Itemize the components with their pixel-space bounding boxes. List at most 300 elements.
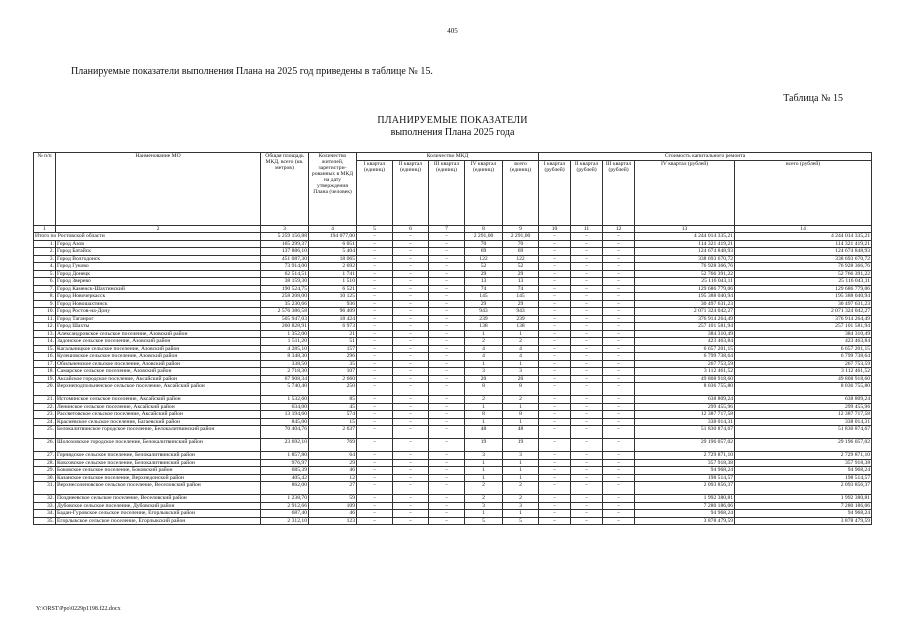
table-cell: 8 [465, 383, 503, 396]
table-cell: 376 914 264,49 [735, 315, 872, 323]
table-cell: 2 [503, 482, 539, 495]
table-cell: – [429, 308, 465, 316]
table-cell: 2 093 856,37 [735, 482, 872, 495]
table-row [34, 360, 872, 368]
table-cell: – [571, 315, 603, 323]
header-q2-cost: II квартал (рублей) [571, 161, 603, 226]
row-number: 24. [34, 418, 56, 426]
table-row [34, 375, 872, 383]
table-cell: – [393, 278, 429, 286]
table-cell: – [571, 452, 603, 460]
table-row [34, 495, 872, 503]
municipality-name: Обильненское сельское поселение, Азовский район [56, 360, 261, 368]
column-number: 4 [309, 226, 357, 233]
table-cell: – [603, 330, 635, 338]
table-cell: 2 [503, 495, 539, 503]
table-cell: 376 914 264,49 [635, 315, 735, 323]
table-cell: 4 [465, 353, 503, 361]
table-cell: – [571, 270, 603, 278]
table-cell: – [603, 353, 635, 361]
table-cell: – [539, 452, 571, 460]
table-cell: 2 [465, 338, 503, 346]
table-cell: – [539, 502, 571, 510]
table-cell: 267 753,59 [735, 360, 872, 368]
table-cell: 52 766 391,22 [735, 270, 872, 278]
table-cell: – [393, 439, 429, 452]
table-cell: – [393, 300, 429, 308]
table-row [34, 278, 872, 286]
row-number: 16. [34, 353, 56, 361]
row-number: 21. [34, 396, 56, 404]
table-cell: 258 208,00 [261, 293, 309, 301]
row-number: 7. [34, 285, 56, 293]
table-cell: 943 [503, 308, 539, 316]
table-cell: – [571, 278, 603, 286]
table-cell: – [393, 353, 429, 361]
table-cell: – [571, 467, 603, 475]
table-cell: 1 510 [309, 278, 357, 286]
header-mkd-group: Количество МКД [357, 153, 539, 161]
table-cell: 198 514,57 [635, 474, 735, 482]
table-cell: – [571, 375, 603, 383]
table-cell: 19 [465, 439, 503, 452]
header-cost-group: Стоимость капитального ремонта [539, 153, 872, 161]
table-cell: – [429, 383, 465, 396]
header-q1-cost: I квартал (рублей) [539, 161, 571, 226]
table-cell: 3 [503, 452, 539, 460]
municipality-name: Красиевское сельское поселение, Багаевский район [56, 418, 261, 426]
municipality-name: Город Шахты [56, 323, 261, 331]
header-q2-mkd: II квартал (единиц) [393, 161, 429, 226]
table-cell: – [539, 375, 571, 383]
table-cell: – [393, 360, 429, 368]
table-cell: – [357, 353, 393, 361]
table-cell: 38 159,30 [261, 278, 309, 286]
table-cell: 129 686 779,06 [635, 285, 735, 293]
row-number: 3. [34, 255, 56, 263]
table-cell: 48 [503, 426, 539, 439]
table-cell: 384 310,49 [635, 330, 735, 338]
table-cell: – [571, 345, 603, 353]
table-cell: 1 [465, 330, 503, 338]
table-cell: 145 [465, 293, 503, 301]
header-q3-mkd: III квартал (единиц) [429, 161, 465, 226]
table-cell: 384 310,49 [735, 330, 872, 338]
table-cell: 2 729 871,10 [635, 452, 735, 460]
table-cell: – [603, 248, 635, 256]
table-cell: – [603, 517, 635, 525]
row-number: 33. [34, 502, 56, 510]
table-cell: – [393, 459, 429, 467]
table-cell: 3 [503, 502, 539, 510]
table-cell: – [603, 396, 635, 404]
table-cell: 257 101 581,94 [735, 323, 872, 331]
table-cell: – [429, 345, 465, 353]
table-cell: 85 [309, 396, 357, 404]
table-cell: – [571, 308, 603, 316]
municipality-name: Коксовское сельское поселение, Белокалитвинский район [56, 459, 261, 467]
table-cell: 1 [503, 474, 539, 482]
header-residents: Количество жителей, зарегистри-рованных в МКД на дату утверждения Плана (человек) [309, 153, 357, 226]
table-cell: 3 112 461,52 [735, 368, 872, 376]
table-cell: 12 387 717,58 [735, 411, 872, 419]
table-cell: 76 928 366,76 [735, 263, 872, 271]
table-cell: – [539, 240, 571, 248]
row-number: 14. [34, 338, 56, 346]
column-number: 9 [503, 226, 539, 233]
table-cell: – [393, 330, 429, 338]
table-cell: 3 [465, 502, 503, 510]
table-cell: 52 [503, 263, 539, 271]
table-cell: 1 741 [309, 270, 357, 278]
column-number: 7 [429, 226, 465, 233]
municipality-name: Ленинское сельское поселение, Аксайский район [56, 403, 261, 411]
table-cell: – [603, 368, 635, 376]
table-cell: – [603, 495, 635, 503]
table-cell: – [429, 353, 465, 361]
table-cell: – [603, 439, 635, 452]
table-cell: 21 [309, 330, 357, 338]
table-cell: 2 576 386,58 [261, 308, 309, 316]
header-no: № п/п [34, 153, 56, 226]
table-cell: – [393, 510, 429, 518]
table-row [34, 482, 872, 495]
table-cell: 30 497 631,23 [735, 300, 872, 308]
table-cell: 145 [503, 293, 539, 301]
table-cell: 2 660 [309, 375, 357, 383]
table-cell: – [357, 502, 393, 510]
table-cell: – [539, 330, 571, 338]
table-cell: – [603, 510, 635, 518]
table-cell: – [539, 315, 571, 323]
column-numbers-row [34, 226, 872, 233]
table-cell: 13 194,60 [261, 411, 309, 419]
row-number: 8. [34, 293, 56, 301]
table-cell: – [603, 285, 635, 293]
table-cell: 4 [465, 345, 503, 353]
row-number: 18. [34, 368, 56, 376]
total-cell: 5 259 156,88 [261, 233, 309, 241]
table-cell: – [357, 368, 393, 376]
table-cell: 46 [309, 467, 357, 475]
table-row [34, 308, 872, 316]
table-row [34, 396, 872, 404]
table-cell: 423 463,84 [735, 338, 872, 346]
table-cell: 29 [465, 270, 503, 278]
table-cell: – [571, 411, 603, 419]
table-cell: – [357, 459, 393, 467]
total-cell: 194 077,00 [309, 233, 357, 241]
table-cell: 260 828,91 [261, 323, 309, 331]
table-cell: – [571, 293, 603, 301]
row-number: 30. [34, 474, 56, 482]
table-cell: – [393, 411, 429, 419]
table-cell: – [539, 510, 571, 518]
table-cell: – [603, 278, 635, 286]
total-row [34, 233, 872, 241]
table-cell: – [539, 368, 571, 376]
table-cell: – [571, 482, 603, 495]
total-cell: 2 291,00 [465, 233, 503, 241]
row-number: 19. [34, 375, 56, 383]
table-cell: – [429, 495, 465, 503]
table-cell: 69 [503, 248, 539, 256]
table-row [34, 248, 872, 256]
table-cell: 165 299,37 [261, 240, 309, 248]
table-cell: – [603, 459, 635, 467]
file-path-footer: Y:\ORST\Ppo\0229p1198.f22.docx [36, 606, 121, 612]
table-title: ПЛАНИРУЕМЫЕ ПОКАЗАТЕЛИ [377, 115, 528, 126]
table-body [34, 233, 872, 525]
table-cell: 51 830 874,67 [635, 426, 735, 439]
table-cell: 257 101 581,94 [635, 323, 735, 331]
table-row [34, 452, 872, 460]
table-cell: 2 [465, 482, 503, 495]
table-cell: – [603, 403, 635, 411]
table-cell: 96 409 [309, 308, 357, 316]
row-number: 26. [34, 439, 56, 452]
table-cell: – [429, 293, 465, 301]
table-cell: – [393, 308, 429, 316]
table-cell: 35 [309, 360, 357, 368]
header-q4-mkd: IV квартал (единиц) [465, 161, 503, 226]
table-cell: – [571, 495, 603, 503]
table-cell: – [539, 495, 571, 503]
table-cell: 943 [465, 308, 503, 316]
table-cell: – [357, 510, 393, 518]
table-cell: – [393, 502, 429, 510]
table-cell: – [429, 300, 465, 308]
table-cell: – [357, 255, 393, 263]
table-cell: – [603, 308, 635, 316]
table-cell: 76 928 366,76 [635, 263, 735, 271]
table-cell: 1 [465, 360, 503, 368]
table-cell: 20 [465, 375, 503, 383]
row-number: 17. [34, 360, 56, 368]
table-cell: – [539, 482, 571, 495]
table-cell: 936 [309, 300, 357, 308]
table-cell: – [357, 452, 393, 460]
table-cell: 769 [309, 439, 357, 452]
table-cell: – [571, 323, 603, 331]
table-cell: 190 524,75 [261, 285, 309, 293]
table-cell: – [393, 403, 429, 411]
table-cell: 1 [465, 474, 503, 482]
table-cell: – [539, 263, 571, 271]
table-cell: 638 809,24 [635, 396, 735, 404]
table-cell: 70 [465, 240, 503, 248]
table-row [34, 240, 872, 248]
table-cell: 107 [309, 368, 357, 376]
table-cell: – [571, 474, 603, 482]
municipality-name: Позднеевское сельское поселение, Веселовский район [56, 495, 261, 503]
table-cell: – [539, 474, 571, 482]
table-cell: 1 [465, 403, 503, 411]
table-cell: 6 657 201,15 [735, 345, 872, 353]
table-row [34, 330, 872, 338]
table-cell: – [539, 411, 571, 419]
column-number: 5 [357, 226, 393, 233]
header-q1-mkd: I квартал (единиц) [357, 161, 393, 226]
row-number: 34. [34, 510, 56, 518]
row-number: 23. [34, 411, 56, 419]
municipality-name: Кагальницкое сельское поселение, Азовский район [56, 345, 261, 353]
total-cell: – [357, 233, 393, 241]
table-cell: 1 857,80 [261, 452, 309, 460]
table-cell: – [393, 482, 429, 495]
municipality-name: Дубовское сельское поселение, Дубовский район [56, 502, 261, 510]
table-cell: 198 514,57 [735, 474, 872, 482]
table-cell: – [539, 278, 571, 286]
table-cell: 29 [503, 270, 539, 278]
table-cell: – [429, 517, 465, 525]
table-cell: 2 912,66 [261, 502, 309, 510]
table-row [34, 502, 872, 510]
table-cell: – [357, 375, 393, 383]
table-cell: – [539, 418, 571, 426]
table-cell: – [603, 323, 635, 331]
municipality-name: Аксайское городское поселение, Аксайский район [56, 375, 261, 383]
row-number: 13. [34, 330, 56, 338]
table-cell: 2 [503, 396, 539, 404]
table-cell: 338 014,31 [735, 418, 872, 426]
table-row [34, 411, 872, 419]
table-cell: 3 112 461,52 [635, 368, 735, 376]
total-cell: – [429, 233, 465, 241]
table-cell: – [571, 517, 603, 525]
table-cell: – [357, 411, 393, 419]
table-row [34, 300, 872, 308]
table-cell: – [571, 396, 603, 404]
table-cell: 94 968,24 [735, 467, 872, 475]
table-cell: – [393, 426, 429, 439]
table-cell: – [429, 375, 465, 383]
table-cell: – [603, 263, 635, 271]
table-cell: – [393, 270, 429, 278]
table-cell: 2 [503, 338, 539, 346]
table-cell: 2 729 871,10 [735, 452, 872, 460]
total-cell: – [603, 233, 635, 241]
table-cell: – [539, 403, 571, 411]
column-number: 1 [34, 226, 56, 233]
table-cell: – [429, 482, 465, 495]
table-cell: – [429, 263, 465, 271]
table-row [34, 459, 872, 467]
table-cell: – [603, 293, 635, 301]
total-cell: Итого по Ростовской области [34, 233, 261, 241]
total-cell: – [539, 233, 571, 241]
table-cell: – [393, 338, 429, 346]
plan-indicators-table [33, 152, 872, 525]
table-cell: – [393, 517, 429, 525]
table-cell: – [357, 467, 393, 475]
table-row [34, 255, 872, 263]
table-row [34, 383, 872, 396]
table-row [34, 338, 872, 346]
municipality-name: Белокалитвинское городское поселение, Белокалитвинский район [56, 426, 261, 439]
intro-text: Планируемые показатели выполнения Плана на 2025 год приведены в таблице № 15. [71, 66, 433, 77]
table-cell: 338,50 [261, 360, 309, 368]
table-cell: 1 511,20 [261, 338, 309, 346]
table-cell: – [571, 330, 603, 338]
table-cell: – [429, 270, 465, 278]
table-cell: – [393, 263, 429, 271]
table-cell: – [571, 300, 603, 308]
table-cell: 29 [503, 300, 539, 308]
table-cell: – [429, 396, 465, 404]
table-cell: 1 [465, 418, 503, 426]
table-row [34, 403, 872, 411]
municipality-name: Горнядское сельское поселение, Белокалитвинский район [56, 452, 261, 460]
table-cell: 73 914,00 [261, 263, 309, 271]
table-cell: 1 [503, 360, 539, 368]
table-cell: – [357, 240, 393, 248]
row-number: 27. [34, 452, 56, 460]
table-cell: 5 [503, 517, 539, 525]
table-cell: 1 [503, 459, 539, 467]
table-cell: 45 [309, 403, 357, 411]
table-cell: – [357, 323, 393, 331]
table-cell: 6 799 738,64 [735, 353, 872, 361]
table-cell: – [603, 426, 635, 439]
table-cell: 405,42 [261, 474, 309, 482]
table-cell: – [571, 439, 603, 452]
municipality-name: Город Зверево [56, 278, 261, 286]
table-cell: 51 830 874,67 [735, 426, 872, 439]
table-cell: – [429, 439, 465, 452]
table-cell: – [393, 285, 429, 293]
table-cell: – [603, 255, 635, 263]
table-cell: – [571, 248, 603, 256]
table-cell: – [571, 353, 603, 361]
table-cell: 46 [309, 510, 357, 518]
table-cell: 48 [465, 426, 503, 439]
table-row [34, 293, 872, 301]
table-cell: 239 [503, 315, 539, 323]
table-cell: 2 093 856,37 [635, 482, 735, 495]
table-cell: – [603, 482, 635, 495]
municipality-name: Город Новочеркасск [56, 293, 261, 301]
table-cell: 423 463,84 [635, 338, 735, 346]
table-cell: – [603, 300, 635, 308]
table-cell: – [539, 383, 571, 396]
table-cell: 122 [503, 255, 539, 263]
table-cell: – [429, 240, 465, 248]
table-cell: – [357, 278, 393, 286]
table-cell: – [429, 474, 465, 482]
table-cell: – [539, 345, 571, 353]
row-number: 6. [34, 278, 56, 286]
table-row [34, 474, 872, 482]
table-cell: – [571, 368, 603, 376]
municipality-name: Кулешовское сельское поселение, Азовский район [56, 353, 261, 361]
column-number: 12 [603, 226, 635, 233]
table-cell: 109 [309, 502, 357, 510]
table-cell: – [539, 439, 571, 452]
table-cell: – [571, 360, 603, 368]
table-cell: – [429, 285, 465, 293]
header-area: Общая площадь МКД, всего (кв. метров) [261, 153, 309, 226]
table-cell: 4 [503, 345, 539, 353]
table-cell: 6 799 738,64 [635, 353, 735, 361]
table-cell: – [539, 248, 571, 256]
table-cell: 3 878 479,59 [635, 517, 735, 525]
table-cell: – [571, 263, 603, 271]
table-cell: 13 [465, 278, 503, 286]
table-cell: – [429, 315, 465, 323]
table-cell: 357 918,38 [735, 459, 872, 467]
table-cell: 124 674 848,93 [735, 248, 872, 256]
